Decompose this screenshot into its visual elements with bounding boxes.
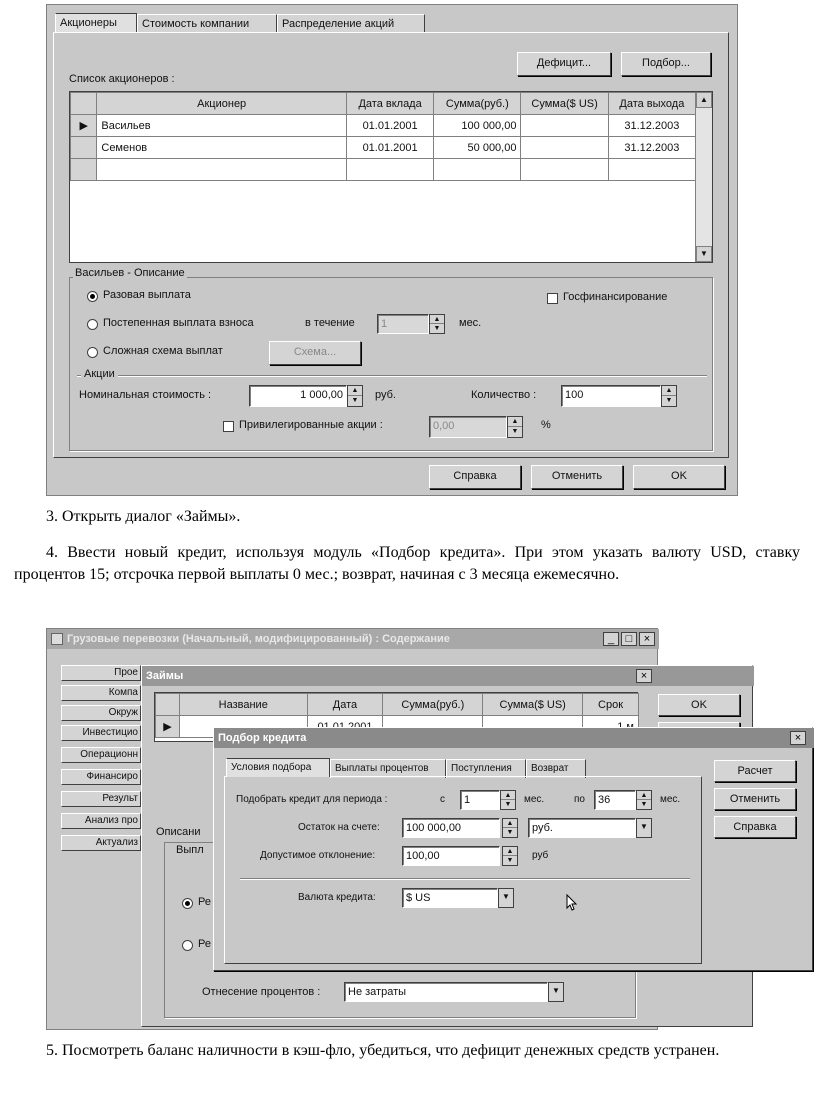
credit-currency-dropdown-icon[interactable]: ▼ [498,888,514,908]
nominal-spinner[interactable]: ▲ ▼ [347,385,363,407]
loans-close-icon[interactable]: × [636,669,652,683]
description-title: Васильев - Описание [75,267,185,279]
app-icon [51,633,63,645]
deviation-spinner[interactable]: ▲ ▼ [502,846,518,866]
minimize-icon[interactable]: _ [603,632,619,646]
radio-payment-2-label[interactable]: Ре [198,938,211,950]
table-row[interactable] [71,137,696,159]
tab-share-distribution[interactable]: Распределение акций [277,14,425,33]
cell-sum-rub[interactable]: 50 000,00 [434,137,521,159]
from-spinner[interactable]: ▲ ▼ [500,790,516,810]
interest-allocation-label: Отнесение процентов : [202,986,321,998]
shareholders-list-label: Список акционеров : [69,73,175,85]
balance-currency-dropdown-icon[interactable]: ▼ [636,818,652,838]
deficit-button[interactable]: Дефицит... [517,52,611,76]
preferred-label[interactable]: Привилегированные акции : [239,419,383,431]
col-sum-rub[interactable]: Сумма(руб.) [434,93,521,115]
radio-complex-label[interactable]: Сложная схема выплат [103,345,223,357]
calc-button[interactable]: Расчет [714,760,796,782]
cell-date[interactable]: 01.01.2001 [346,115,433,137]
step-4-text: 4. Ввести новый кредит, используя модуль «Подбор кредита». При этом указать валюту USD, ставку процентов 15; отсрочка первой выплаты 0 мес.; возврат, начиная с 3 месяца ежемесячно. [14,544,800,583]
tab-shareholders[interactable]: Акционеры [55,13,137,32]
select-button[interactable]: Подбор... [621,52,711,76]
loan-selection-screenshot [46,628,802,1030]
balance-spinner[interactable]: ▲ ▼ [502,818,518,838]
tab-receipts[interactable]: Поступления [446,759,526,778]
radio-lump-payment[interactable] [87,291,98,302]
to-spinner[interactable]: ▲ ▼ [636,790,652,810]
during-input[interactable]: 1 [377,314,429,334]
shareholders-table [69,91,713,263]
cell-name[interactable]: Семенов [97,137,347,159]
cell-exit[interactable]: 31.12.2003 [608,115,695,137]
radio-gradual-label[interactable]: Постепенная выплата взноса [103,317,254,329]
row-marker-header [156,694,180,716]
scroll-up-icon[interactable]: ▲ [696,92,712,108]
col-sum-usd[interactable]: Сумма($ US) [521,93,608,115]
side-button-company[interactable]: Компа [61,685,141,701]
credit-currency-select[interactable]: $ US [402,888,498,908]
col-loan-term[interactable]: Срок [583,694,639,716]
nominal-unit: руб. [375,389,396,401]
col-exit-date[interactable]: Дата выхода [608,93,695,115]
description-group [69,277,713,451]
credit-currency-label: Валюта кредита: [298,892,376,903]
radio-lump-label[interactable]: Разовая выплата [103,289,191,301]
nominal-input[interactable]: 1 000,00 [249,385,347,407]
preferred-spinner[interactable]: ▲ ▼ [507,416,523,438]
shareholders-window [46,4,738,496]
col-loan-name[interactable]: Название [179,694,307,716]
preferred-checkbox[interactable] [223,421,234,432]
cell-empty[interactable] [434,159,521,181]
from-input[interactable]: 1 [460,790,500,810]
gov-funding-checkbox[interactable] [547,293,558,304]
side-button-financing[interactable]: Финансиро [61,769,141,785]
cell-exit[interactable]: 31.12.2003 [608,137,695,159]
cancel-button[interactable]: Отменить [531,465,623,489]
dialog-title: Подбор кредита [214,728,814,748]
quantity-input[interactable]: 100 [561,385,661,407]
tab-interest-payments[interactable]: Выплаты процентов [330,759,446,778]
radio-complex-scheme[interactable] [87,347,98,358]
cell-name[interactable]: Васильев [97,115,347,137]
from-label: с [440,794,445,805]
main-window-title: Грузовые перевозки (Начальный, модифицированный) : Содержание [47,629,659,649]
balance-input[interactable]: 100 000,00 [402,818,500,838]
dialog-help-button[interactable]: Справка [714,816,796,838]
cell-empty[interactable] [346,159,433,181]
col-loan-sum-rub[interactable]: Сумма(руб.) [383,694,483,716]
side-button-investment[interactable]: Инвестицио [61,725,141,741]
row-marker [71,137,97,159]
side-button-operations[interactable]: Операционн [61,747,141,763]
side-button-project[interactable]: Прое [61,665,141,681]
interest-dropdown-icon[interactable]: ▼ [548,982,564,1002]
cell-empty[interactable] [608,159,695,181]
radio-payment-1[interactable] [182,898,193,909]
cell-empty[interactable] [97,159,347,181]
from-months-label: мес. [524,794,545,805]
maximize-icon[interactable]: □ [621,632,637,646]
row-pointer-icon: ▶ [71,115,97,137]
row-marker [71,159,97,181]
dialog-divider [240,878,690,880]
row-pointer-icon: ▶ [156,716,180,738]
dialog-close-icon[interactable]: × [790,731,806,745]
quantity-spinner[interactable]: ▲ ▼ [661,385,677,407]
cell-sum-usd[interactable] [521,137,608,159]
preferred-input[interactable]: 0,00 [429,416,507,438]
col-shareholder[interactable]: Акционер [97,93,347,115]
dialog-cancel-button[interactable]: Отменить [714,788,796,810]
radio-payment-1-label[interactable]: Ре [198,896,211,908]
quantity-label: Количество : [471,389,537,401]
table-row[interactable] [71,115,696,137]
col-deposit-date[interactable]: Дата вклада [346,93,433,115]
scroll-down-icon[interactable]: ▼ [696,246,712,262]
loan-selection-dialog [213,727,813,971]
tab-repayment[interactable]: Возврат [526,759,586,778]
mouse-cursor-icon [566,894,578,912]
cell-sum-usd[interactable] [521,115,608,137]
to-label: по [574,794,585,805]
percent-label: % [541,419,551,431]
shares-divider [77,375,707,377]
gov-funding-label[interactable]: Госфинансирование [563,291,668,303]
months-label: мес. [459,317,482,329]
interest-allocation-select[interactable]: Не затраты [344,982,548,1002]
loans-description-title: Описани [156,826,201,838]
deviation-unit: руб [532,850,549,861]
payments-title: Выпл [176,844,204,856]
loans-ok-button[interactable]: OK [658,694,740,716]
deviation-input[interactable]: 100,00 [402,846,500,866]
col-loan-sum-usd[interactable]: Сумма($ US) [483,694,583,716]
table-row-empty[interactable] [71,159,696,181]
loans-title: Займы [142,666,754,686]
radio-gradual-payment[interactable] [87,319,98,330]
nominal-label: Номинальная стоимость : [79,389,212,401]
row-marker-header [71,93,97,115]
cell-sum-rub[interactable]: 100 000,00 [434,115,521,137]
tab-company-value[interactable]: Стоимость компании [137,14,277,33]
tab-selection-conditions[interactable]: Условия подбора [226,758,330,777]
to-months-label: мес. [660,794,681,805]
cell-date[interactable]: 01.01.2001 [346,137,433,159]
side-button-analysis[interactable]: Анализ про [61,813,141,829]
help-button[interactable]: Справка [429,465,521,489]
scheme-button[interactable]: Схема... [269,341,361,365]
balance-currency-select[interactable]: руб. [528,818,636,838]
deviation-label: Допустимое отклонение: [260,850,376,861]
side-button-results[interactable]: Результ [61,791,141,807]
table-scrollbar[interactable] [695,92,712,262]
side-button-update[interactable]: Актуализ [61,835,141,851]
during-label: в течение [305,317,355,329]
during-spinner[interactable]: ▲ ▼ [429,314,445,334]
step-5-text: 5. Посмотреть баланс наличности в кэш-фло, убедиться, что дефицит денежных средств устранен. [46,1042,720,1059]
shares-title: Акции [81,368,118,380]
step-3-text: 3. Открыть диалог «Займы». [46,508,241,525]
close-icon[interactable]: × [639,632,655,646]
ok-button[interactable]: OK [633,465,725,489]
radio-payment-2[interactable] [182,940,193,951]
to-input[interactable]: 36 [594,790,636,810]
cell-empty[interactable] [521,159,608,181]
period-label: Подобрать кредит для периода : [236,794,388,805]
balance-label: Остаток на счете: [298,822,380,833]
side-button-environment[interactable]: Окруж [61,705,141,721]
col-loan-date[interactable]: Дата [307,694,383,716]
